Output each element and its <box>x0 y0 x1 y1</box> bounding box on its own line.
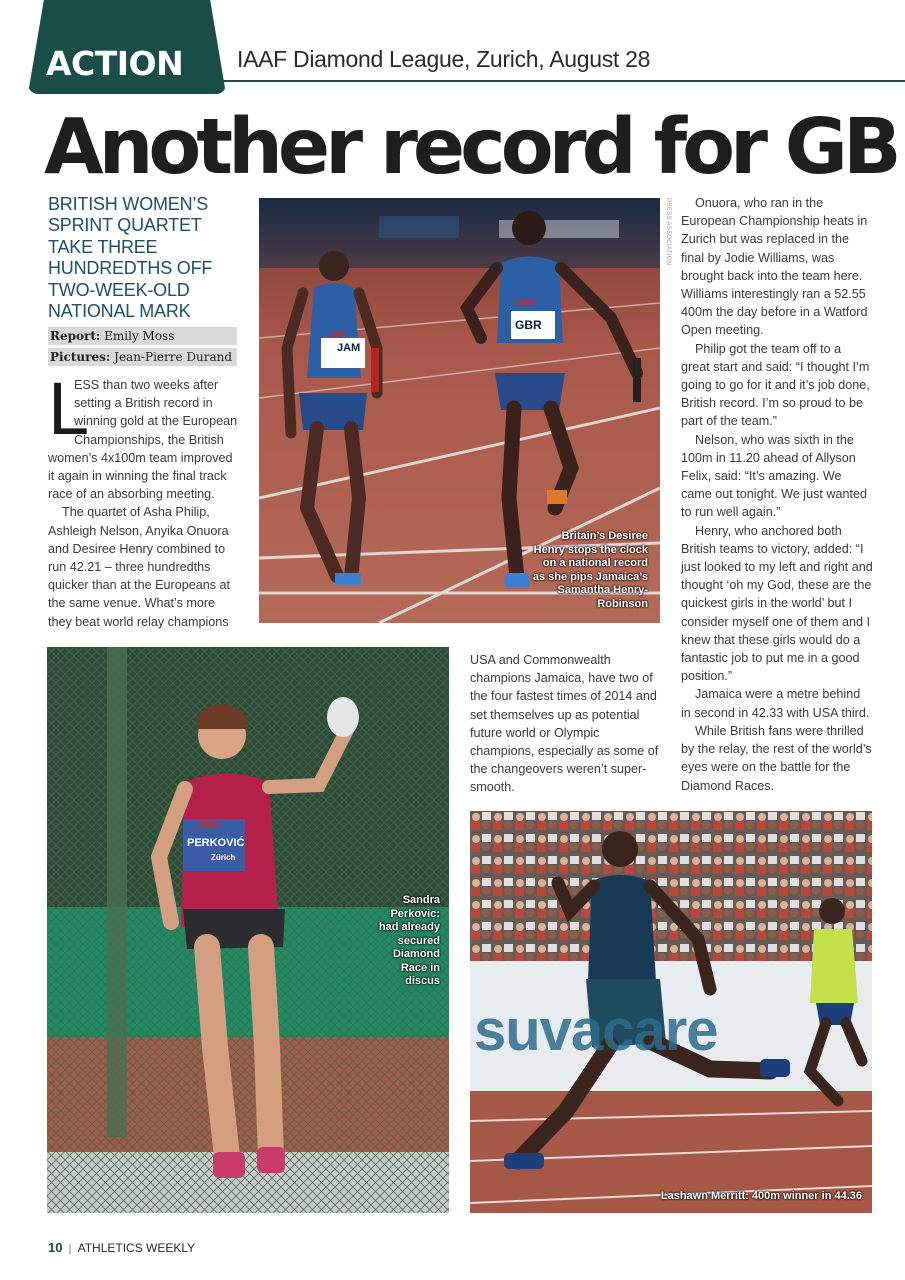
article-column-middle <box>470 651 665 797</box>
article-paragraph-5: Philip got the team off to a great start and said: “I thought I’m going to go for it and it’s job done, British record. I’m so proud to be part of the team.” <box>681 341 870 429</box>
jam-bib: JAM <box>337 342 361 354</box>
pictures-name: Jean-Pierre Durand <box>114 350 233 364</box>
report-name: Emily Moss <box>104 329 175 343</box>
footer-separator: | <box>68 1241 72 1255</box>
jam-bib-sponsor: UBS <box>329 331 346 340</box>
article-paragraph-1-text: ESS than two weeks after setting a British record in winning gold at the European Championships, the British women’s 4x100m team improved it again in winning the final track race of an absorbing meeting. <box>48 378 238 502</box>
article-paragraph <box>48 367 238 503</box>
article-paragraph-6: Nelson, who was sixth in the 100m in 11.20 ahead of Allyson Felix, said: “It’s amazing. We came out tonight. We just wanted to run well again.” <box>681 432 867 520</box>
article-column-left <box>48 367 238 631</box>
publication-name: ATHLETICS WEEKLY <box>77 1241 196 1255</box>
relay-finish-photo <box>259 198 660 623</box>
photo-agency-credit: PRESS ASSOCIATION <box>665 198 671 266</box>
section-label: ACTION <box>46 44 184 83</box>
pictures-credit <box>48 348 237 366</box>
article-paragraph-2: The quartet of Asha Philip, Ashleigh Nelson, Anyika Onuora and Desiree Henry combined to run 42.21 – three hundredths quicker than at the Europeans at the same venue. What’s more they beat world relay champions <box>48 505 231 629</box>
article-paragraph-7: Henry, who anchored both British teams to victory, added: “I just looked to my left and right and thought ‘oh my God, these are the quickest girls in the world’ but I consider myself one of them and I knew that these girls would do a fantastic job to put me in a good position.” <box>681 523 873 684</box>
page-number: 10 <box>48 1240 63 1255</box>
gbr-bib: GBR <box>515 318 542 332</box>
article-column-right <box>681 194 873 795</box>
header-rule <box>222 80 905 82</box>
event-title: IAAF Diamond League, Zurich, August 28 <box>237 46 651 72</box>
discus-bib-city: Zürich <box>211 853 236 862</box>
headline: Another record for GB <box>44 103 897 192</box>
discus-bib: PERKOVIĆ <box>187 837 245 849</box>
standfirst: BRITISH WOMEN’S SPRINT QUARTET TAKE THREE HUNDREDTHS OFF TWO-WEEK-OLD NATIONAL MARK <box>48 194 213 322</box>
report-label: Report: <box>50 329 101 343</box>
merritt-photo <box>470 811 872 1213</box>
relay-caption: Britain’s Desiree Henry stops the clock on a national record as she pips Jamaica’s Samantha Henry-Robinson <box>532 530 648 610</box>
merritt-caption: Lashawn Merritt: 400m winner in 44.36 <box>660 1189 862 1202</box>
drop-cap: L <box>48 367 90 450</box>
suvacare-banner: suvacare <box>474 998 718 1063</box>
discus-bib-sponsor: UBS <box>197 819 221 831</box>
gbr-bib-sponsor: UBS <box>515 298 535 308</box>
article-paragraph-8: Jamaica were a metre behind in second in 42.33 with USA third. <box>681 687 870 720</box>
report-credit <box>48 327 237 345</box>
article-paragraph-4: Onuora, who ran in the European Championship heats in Zurich but was replaced in the final by Jodie Williams, was brought back into the team here. Williams interestingly ran a 52.55 400m the day before in a Watford Open meeting. <box>681 196 868 338</box>
pictures-label: Pictures: <box>50 350 111 364</box>
article-paragraph-3: USA and Commonwealth champions Jamaica, have two of the four fastest times of 2014 and set themselves up as potential future world or Olympic champions, especially as some of the changeovers weren’t super-smooth. <box>470 653 659 795</box>
article-paragraph-9: While British fans were thrilled by the relay, the rest of the world’s eyes were on the battle for the Diamond Races. <box>681 723 872 793</box>
discus-caption: Sandra Perkovic: had already secured Diamond Race in discus <box>378 894 440 987</box>
page-footer <box>48 1240 195 1255</box>
